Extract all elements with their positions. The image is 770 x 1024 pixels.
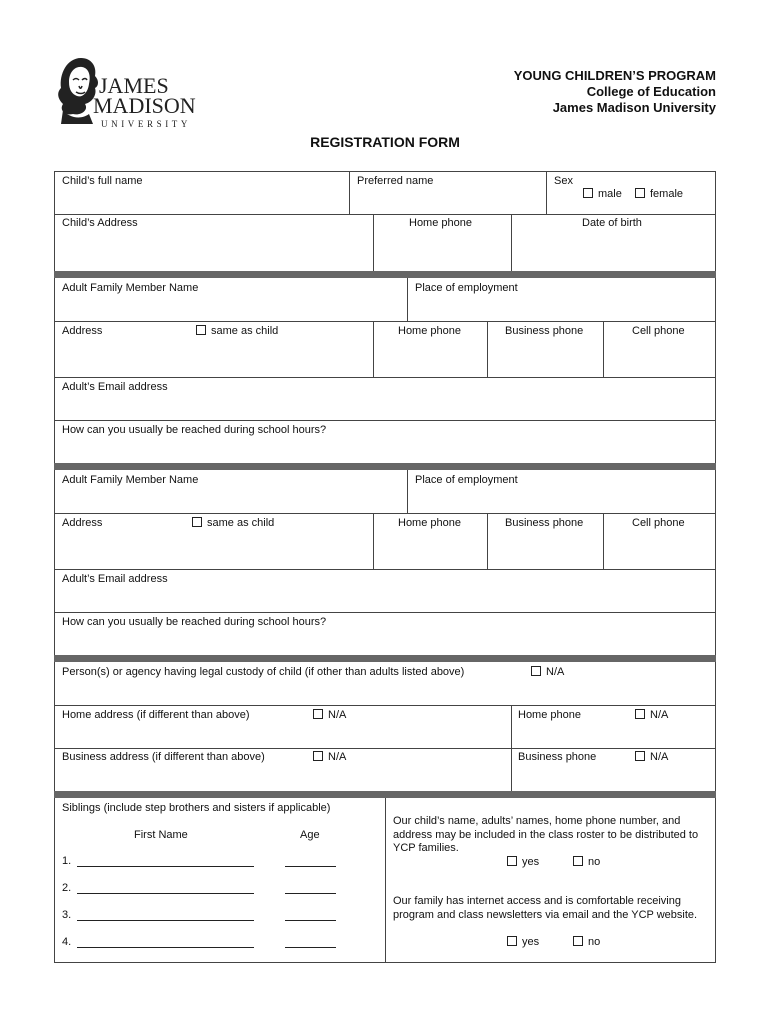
checkbox-icon — [635, 751, 645, 761]
yes-label: yes — [522, 856, 540, 868]
logo-text-madison: MADISON — [93, 93, 196, 118]
business-address-na-checkbox[interactable] — [313, 751, 346, 763]
divider — [373, 321, 374, 377]
checkbox-icon — [313, 751, 323, 761]
divider — [407, 278, 408, 321]
divider — [373, 513, 374, 569]
divider — [54, 569, 716, 570]
business-phone-na-checkbox[interactable] — [635, 751, 668, 763]
child-address-field[interactable]: Child’s Address — [62, 217, 138, 229]
sibling-4-name-field[interactable] — [77, 947, 254, 948]
custody-business-address-field[interactable]: Business address (if different than above) — [62, 751, 265, 763]
sex-female-checkbox[interactable] — [635, 188, 683, 200]
adult1-reach-field[interactable]: How can you usually be reached during school hours? — [62, 424, 327, 436]
divider — [385, 798, 386, 963]
yes-label: yes — [522, 936, 540, 948]
sex-male-label: male — [598, 188, 622, 200]
checkbox-icon — [573, 856, 583, 866]
sibling-row-number: 3. — [62, 909, 72, 921]
internet-yes-checkbox[interactable] — [507, 936, 539, 948]
college-name: College of Education — [586, 84, 716, 99]
sibling-3-age-field[interactable] — [285, 920, 336, 921]
child-home-phone-field[interactable]: Home phone — [409, 217, 472, 229]
adult2-cell-phone-field[interactable]: Cell phone — [632, 517, 685, 529]
custody-home-address-field[interactable]: Home address (if different than above) — [62, 709, 250, 721]
sex-male-checkbox[interactable] — [583, 188, 622, 200]
roster-no-checkbox[interactable] — [573, 856, 600, 868]
adult1-home-phone-field[interactable]: Home phone — [398, 325, 461, 337]
custody-field[interactable]: Person(s) or agency having legal custody of child (if other than adults listed above) — [62, 666, 465, 678]
adult2-business-phone-field[interactable]: Business phone — [505, 517, 584, 529]
preferred-name-field[interactable]: Preferred name — [357, 175, 434, 187]
sibling-2-age-field[interactable] — [285, 893, 336, 894]
age-header: Age — [300, 829, 320, 841]
siblings-heading: Siblings (include step brothers and sisters if applicable) — [62, 802, 331, 814]
first-name-header: First Name — [134, 829, 188, 841]
adult1-email-field[interactable]: Adult’s Email address — [62, 381, 168, 393]
adult2-address-field[interactable]: Address — [62, 517, 103, 529]
adult2-home-phone-field[interactable]: Home phone — [398, 517, 461, 529]
divider — [487, 321, 488, 377]
section-band — [54, 463, 716, 470]
divider — [603, 513, 604, 569]
child-full-name-field[interactable]: Child’s full name — [62, 175, 143, 187]
na-label: N/A — [328, 751, 347, 763]
adult1-address-field[interactable]: Address — [62, 325, 103, 337]
same-as-child-label: same as child — [211, 325, 279, 337]
adult2-email-field[interactable]: Adult’s Email address — [62, 573, 168, 585]
divider — [511, 214, 512, 271]
checkbox-icon — [531, 666, 541, 676]
na-label: N/A — [650, 709, 669, 721]
sibling-row-number: 4. — [62, 936, 72, 948]
adult2-same-as-child-checkbox[interactable] — [192, 517, 274, 529]
sibling-1-age-field[interactable] — [285, 866, 336, 867]
divider — [54, 748, 716, 749]
jmu-logo-graphic — [55, 52, 215, 132]
checkbox-icon — [507, 936, 517, 946]
internet-consent-text: Our family has internet access and is comfortable receiving program and class newsletters via email and the YCP website. — [393, 895, 698, 921]
no-label: no — [588, 856, 601, 868]
roster-consent-text: Our child’s name, adults’ names, home phone number, and address may be included in the class roster to be distributed to YCP families. — [393, 815, 699, 854]
internet-no-checkbox[interactable] — [573, 936, 600, 948]
divider — [349, 171, 350, 215]
university-name: James Madison University — [552, 100, 716, 115]
divider — [54, 513, 716, 514]
section-band — [54, 271, 716, 278]
checkbox-icon — [573, 936, 583, 946]
divider — [54, 612, 716, 613]
custody-business-phone-field[interactable]: Business phone — [518, 751, 597, 763]
adult2-name-field[interactable]: Adult Family Member Name — [62, 474, 199, 486]
adult1-cell-phone-field[interactable]: Cell phone — [632, 325, 685, 337]
checkbox-icon — [635, 188, 645, 198]
adult1-same-as-child-checkbox[interactable] — [196, 325, 278, 337]
checkbox-icon — [635, 709, 645, 719]
section-band — [54, 791, 716, 798]
divider — [54, 377, 716, 378]
sex-female-label: female — [650, 188, 684, 200]
checkbox-icon — [196, 325, 206, 335]
sibling-row-number: 2. — [62, 882, 72, 894]
na-label: N/A — [328, 709, 347, 721]
divider — [373, 214, 374, 271]
section-band — [54, 655, 716, 662]
logo-text-university: UNIVERSITY — [101, 119, 191, 129]
program-name: YOUNG CHILDREN’S PROGRAM — [513, 68, 716, 83]
adult1-business-phone-field[interactable]: Business phone — [505, 325, 584, 337]
adult1-name-field[interactable]: Adult Family Member Name — [62, 282, 199, 294]
divider — [407, 470, 408, 513]
checkbox-icon — [313, 709, 323, 719]
sibling-1-name-field[interactable] — [77, 866, 254, 867]
divider — [54, 214, 716, 215]
custody-na-checkbox[interactable] — [531, 666, 564, 678]
logo-text-james: JAMES — [99, 73, 169, 98]
sex-label: Sex — [554, 175, 573, 187]
no-label: no — [588, 936, 601, 948]
na-label: N/A — [546, 666, 565, 678]
divider — [603, 321, 604, 377]
checkbox-icon — [507, 856, 517, 866]
roster-yes-checkbox[interactable] — [507, 856, 539, 868]
divider — [54, 321, 716, 322]
divider — [54, 705, 716, 706]
child-dob-field[interactable]: Date of birth — [582, 217, 642, 229]
same-as-child-label: same as child — [207, 517, 275, 529]
form-title: REGISTRATION FORM — [310, 134, 460, 150]
divider — [546, 171, 547, 215]
home-phone-na-checkbox[interactable] — [635, 709, 668, 721]
adult2-reach-field[interactable]: How can you usually be reached during school hours? — [62, 616, 327, 628]
sibling-4-age-field[interactable] — [285, 947, 336, 948]
checkbox-icon — [192, 517, 202, 527]
checkbox-icon — [583, 188, 593, 198]
divider — [54, 420, 716, 421]
sibling-2-name-field[interactable] — [77, 893, 254, 894]
sibling-row-number: 1. — [62, 855, 72, 867]
jmu-logo — [55, 52, 215, 132]
na-label: N/A — [650, 751, 669, 763]
sibling-3-name-field[interactable] — [77, 920, 254, 921]
divider — [487, 513, 488, 569]
custody-home-phone-field[interactable]: Home phone — [518, 709, 581, 721]
program-heading — [514, 68, 716, 116]
adult2-employment-field[interactable]: Place of employment — [415, 474, 518, 486]
home-address-na-checkbox[interactable] — [313, 709, 346, 721]
adult1-employment-field[interactable]: Place of employment — [415, 282, 518, 294]
